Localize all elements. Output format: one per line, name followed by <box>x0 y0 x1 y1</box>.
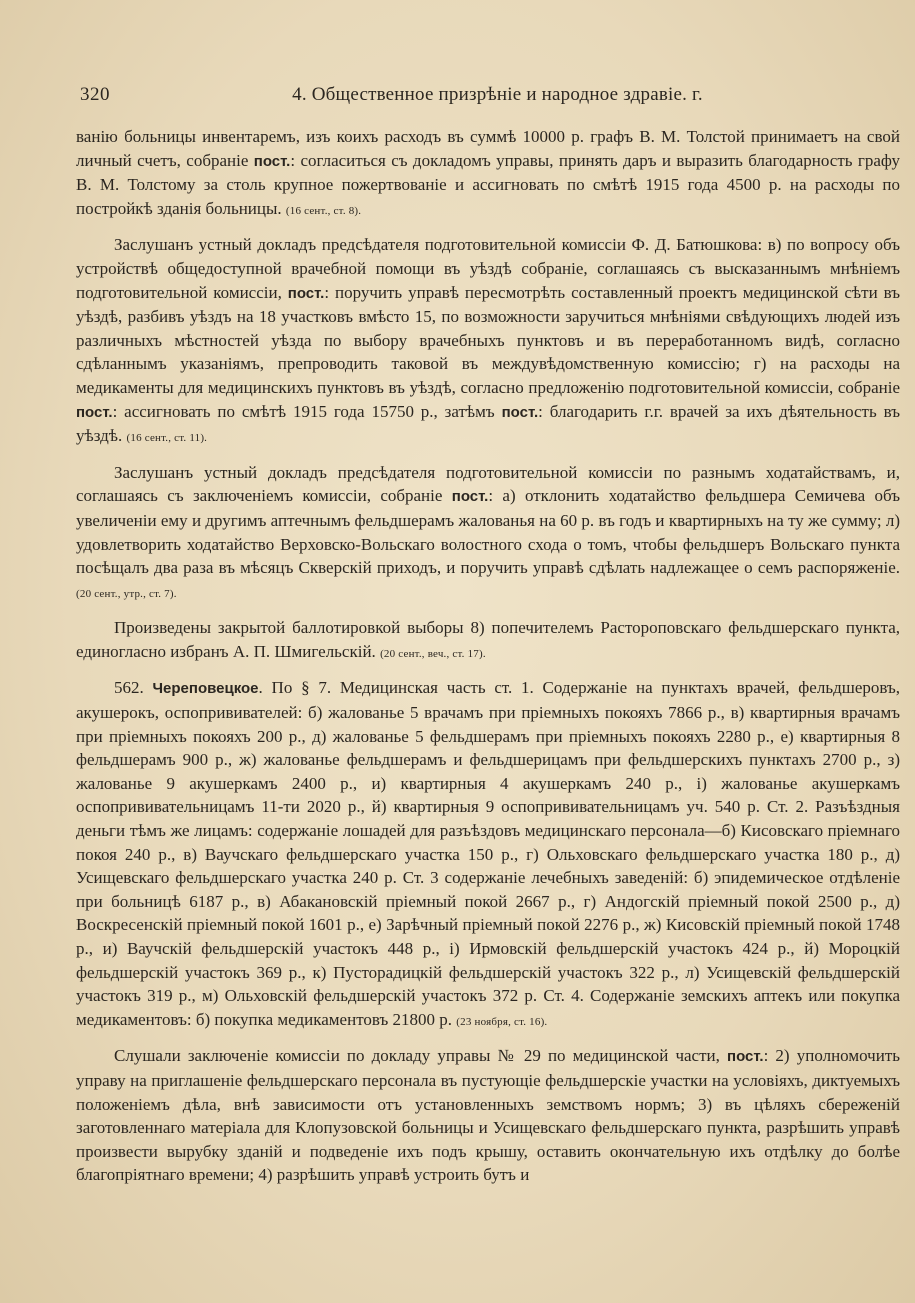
citation: (20 сент., веч., ст. 17). <box>380 647 486 660</box>
citation: (23 ноября, ст. 16). <box>456 1015 548 1028</box>
page-header <box>80 84 875 112</box>
text-run: 562. <box>114 678 153 698</box>
page-number: 320 <box>80 84 110 105</box>
text-run: : ассигновать по смѣтѣ 1915 года 15750 р., затѣмъ <box>112 401 502 421</box>
text-run: : поручить управѣ пересмотрѣть составленный проектъ медицинской сѣти въ уѣздѣ, разбивъ уѣздъ на 18 участковъ вмѣсто 15, по возможности заручиться мнѣніями свѣдующихъ людей изъ различныхъ мѣстностей уѣзда по выбору врачебныхъ пунктовъ и въ переработанномъ видѣ, согласно сдѣланнымъ указаніямъ, препроводить таковой въ междувѣдомственную комиссію; г) на расходы на медикаменты для медицинскихъ пунктовъ въ уѣздѣ, согласно предложенію подготовительной комиссіи, собраніе <box>76 282 900 397</box>
text-run: . По § 7. Медицинская часть ст. 1. Содержаніе на пунктахъ врачей, фельдшеровъ, акушерокъ, оспопрививателей: б) жалованье 5 врачамъ при пріемныхъ покояхъ 7866 р., в) квартирныя врачамъ при пріемныхъ покояхъ 200 р., д) жалованье 5 фельдшерамъ при пріемныхъ покояхъ 2280 р., е) квартирныя 8 фельдшерамъ 900 р., ж) жалованье фельдшерамъ и фельдшерицамъ при фельдшерскихъ пунктахъ 2700 р., з) жалованье 9 акушеркамъ 2400 р., и) квартирныя 4 акушеркамъ 240 р., і) жалованье акушеркамъ оспопрививательницамъ 11-ти 2020 р., й) квартирныя 9 оспопрививательницамъ уч. 540 р. Ст. 2. Разъѣздныя деньги тѣмъ же лицамъ: содержаніе лошадей для разъѣздовъ медицинскаго персонала—б) Кисовскаго пріемнаго покоя 240 р., в) Ваучскаго фельдшерскаго участка 150 р., г) Ольховскаго фельдшерскаго участка 180 р., д) Усищевскаго фельдшерскаго участка 240 р. Ст. 3 содержаніе лечебныхъ заведеній: б) эпидемическое отдѣленіе при больницѣ 6187 р., в) Абакановскій пріемный покой 2667 р., г) Андогскій пріемный покой 2500 р., д) Воскресенскій пріемный покой 1601 р., е) Зарѣчный пріемный покой 2276 р., ж) Кисовскій пріемный покой 1748 р., и) Ваучскій фельдшерскій участокъ 448 р., і) Ирмовскій фельдшерскій участокъ 424 р., й) Мороцкій фельдшерскій участокъ 369 р., к) Пусторадицкій фельдшерскій участокъ 322 р., л) Усищевскій фельдшерскій участокъ 319 р., м) Ольховскій фельдшерскій участокъ 372 р. Ст. 4. Содержаніе земскихъ аптекъ или покупка медикаментовъ: б) покупка медикаментовъ 21800 р. <box>76 678 901 1029</box>
running-head: 4. Общественное призрѣніе и народное здравіе. г. <box>292 84 703 105</box>
bold-term: пост. <box>76 403 113 421</box>
citation: (16 сент., ст. 8). <box>285 204 362 217</box>
text-run: : согласиться съ докладомъ управы, принять даръ и выразить благодарность графу В. М. Толстому за столь крупное пожертвованіе и ассигновать по смѣтѣ 1915 года 4500 р. на расходы по постройкѣ зданія больницы. <box>76 150 900 218</box>
bold-term: пост. <box>501 403 539 421</box>
paragraph-1 <box>76 125 900 223</box>
citation: (20 сент., утр., ст. 7). <box>76 587 177 600</box>
text-run: Слушали заключеніе комиссіи по докладу управы № 29 по медицинской части, <box>114 1046 728 1066</box>
text-run: : благодарить г.г. врачей за ихъ дѣятельность въ уѣздѣ. <box>76 401 900 446</box>
paragraph-2 <box>76 233 900 450</box>
citation: (16 сент., ст. 11). <box>126 432 208 445</box>
bold-term: пост. <box>727 1048 764 1066</box>
paragraph-6 <box>76 1044 900 1187</box>
paragraph-5 <box>76 676 900 1034</box>
text-run: : а) отклонить ходатайство фельдшера Семичева объ увеличеніи ему и другимъ аптечнымъ фельдшерамъ жалованья на 60 р. въ годъ и квартирныхъ на ту же сумму; л) удовлетворить ходатайство Верховско-Вольскаго волостного схода о томъ, чтобы фельдшеръ Вольскаго пункта посѣщалъ два раза въ мѣсяцъ Скверскій приходъ, и поручить управѣ сдѣлать надлежащее о семъ распоряженіе. <box>76 486 900 578</box>
text-run: Заслушанъ устный докладъ предсѣдателя подготовительной комиссіи Ф. Д. Батюшкова: в) по вопросу объ устройствѣ общедоступной врачебной помощи въ уѣздѣ собраніе, соглашаясь съ высказаннымъ мнѣніемъ подготовительной комиссіи, <box>76 235 900 302</box>
text-run: Заслушанъ устный докладъ предсѣдателя подготовительной комиссіи по разнымъ ходатайствамъ, и, соглашаясь съ заключеніемъ комиссіи, собраніе <box>76 462 900 506</box>
section-title: Череповецкое <box>152 680 259 698</box>
paragraph-3 <box>76 461 900 607</box>
text-run: Произведены закрытой баллотировкой выборы 8) попечителемъ Растороповскаго фельдшерскаго пункта, единогласно избранъ А. П. Шмигельскій. <box>76 618 900 661</box>
bold-term: пост. <box>451 488 489 506</box>
text-run: ванію больницы инвентаремъ, изъ коихъ расходъ въ суммѣ 10000 р. графъ В. М. Толстой принимаетъ на свой личный счетъ, собраніе <box>76 127 900 170</box>
text-run: : 2) уполномочить управу на приглашеніе фельдшерскаго персонала въ пустующіе фельдшерскіе участки на условіяхъ, диктуемыхъ положеніемъ дѣла, внѣ зависимости отъ установленныхъ земствомъ нормъ; 3) въ цѣляхъ сбереженій заготовленнаго матеріала для Клопузовской больницы и Усищевскаго фельдшерскаго пункта, разрѣшить управѣ произвести вырубку зданій и подведеніе ихъ подъ крышу, оставить окончательную ихъ отдѣлку до болѣе благопріятнаго времени; 4) разрѣшить управѣ устроить бутъ и <box>76 1046 900 1185</box>
bold-term: пост. <box>287 284 325 302</box>
page-body <box>76 125 900 1187</box>
paragraph-4 <box>76 616 900 666</box>
bold-term: пост. <box>253 152 291 170</box>
